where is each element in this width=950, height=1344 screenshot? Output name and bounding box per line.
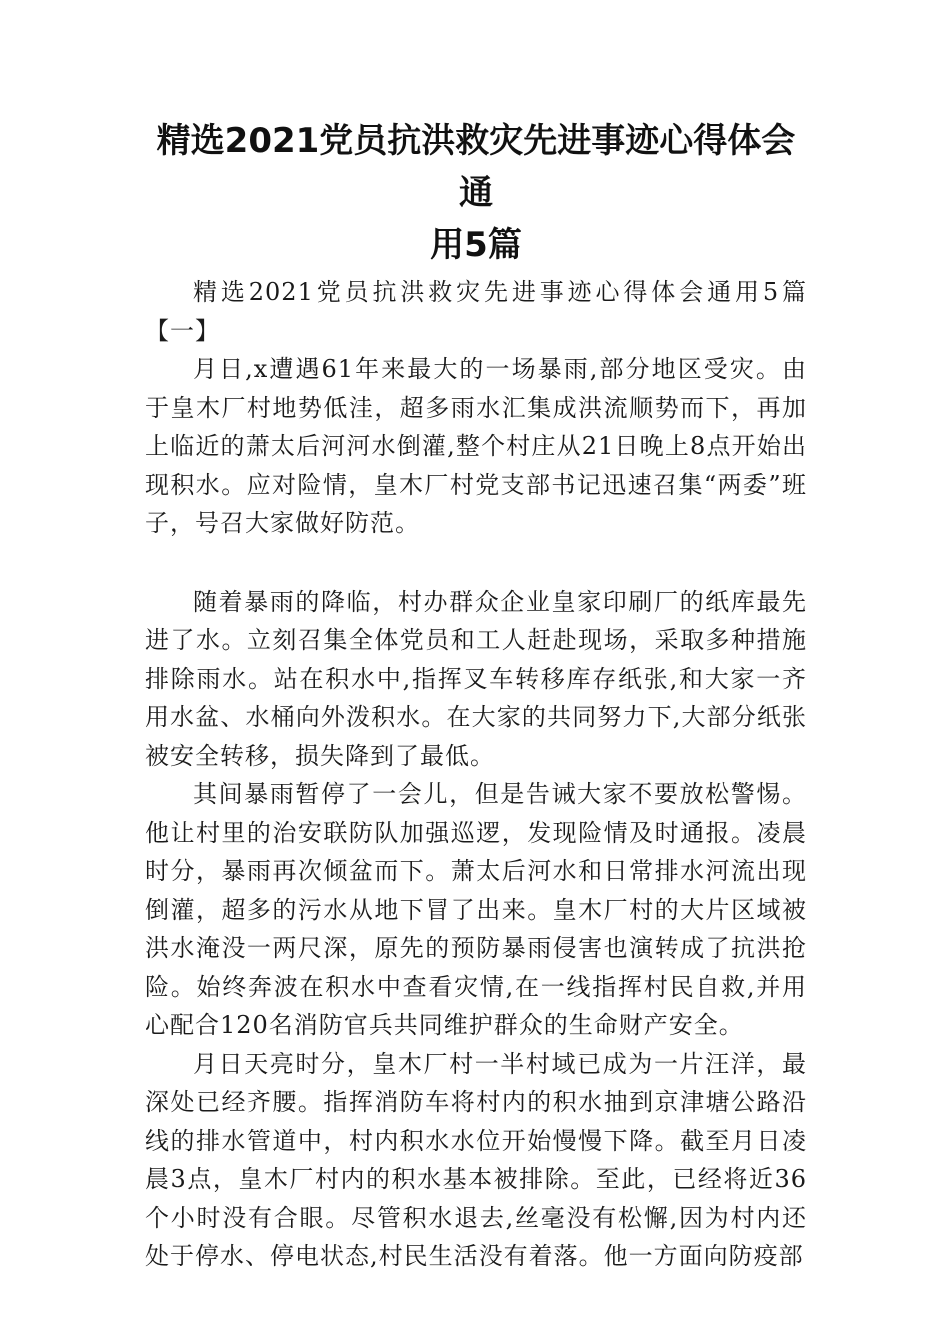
paragraph-3: 其间暴雨暂停了一会儿，但是告诫大家不要放松警惕。他让村里的治安联防队加强巡逻，发现险情及时通报。凌晨时分，暴雨再次倾盆而下。萧太后河水和日常排水河流出现倒灌，超多的污水从地下冒了出来。皇木厂村的大片区域被洪水淹没一两尺深，原先的预防暴雨侵害也演转成了抗洪抢险。始终奔波在积水中查看灾情,在一线指挥村民自救,并用心配合120名消防官兵共同维护群众的生命财产安全。 xyxy=(145,780,807,1039)
document-title-line-1: 精选2021党员抗洪救灾先进事迹心得体会通 xyxy=(156,121,796,213)
paragraph-4: 月日天亮时分，皇木厂村一半村域已成为一片汪洋，最深处已经齐腰。指挥消防车将村内的积水抽到京津塘公路沿线的排水管道中，村内积水水位开始慢慢下降。截至月日凌晨3点，皇木厂村内的积水基本被排除。至此，已经将近36个小时没有合眼。尽管积水退去,丝毫没有松懈,因为村内还处于停水、停电状态,村民生活没有着落。他一方面向防疫部 xyxy=(145,1049,807,1270)
document-title xyxy=(145,115,807,271)
document-page xyxy=(145,115,807,1276)
paragraph-spacer xyxy=(145,543,807,583)
paragraph-2: 随着暴雨的降临，村办群众企业皇家印刷厂的纸库最先进了水。立刻召集全体党员和工人赶赴现场，采取多种措施排除雨水。站在积水中,指挥叉车转移库存纸张,和大家一齐用水盆、水桶向外泼积水。在大家的共同努力下,大部分纸张被安全转移，损失降到了最低。 xyxy=(145,587,807,770)
document-title-line-2: 用5篇 xyxy=(430,225,522,265)
document-subtitle: 精选2021党员抗洪救灾先进事迹心得体会通用5篇【一】 xyxy=(145,278,807,345)
paragraph-1: 月日,x遭遇61年来最大的一场暴雨,部分地区受灾。由于皇木厂村地势低洼，超多雨水汇集成洪流顺势而下，再加上临近的萧太后河河水倒灌,整个村庄从21日晚上8点开始出现积水。应对险情，皇木厂村党支部书记迅速召集“两委”班子，号召大家做好防范。 xyxy=(145,355,807,537)
